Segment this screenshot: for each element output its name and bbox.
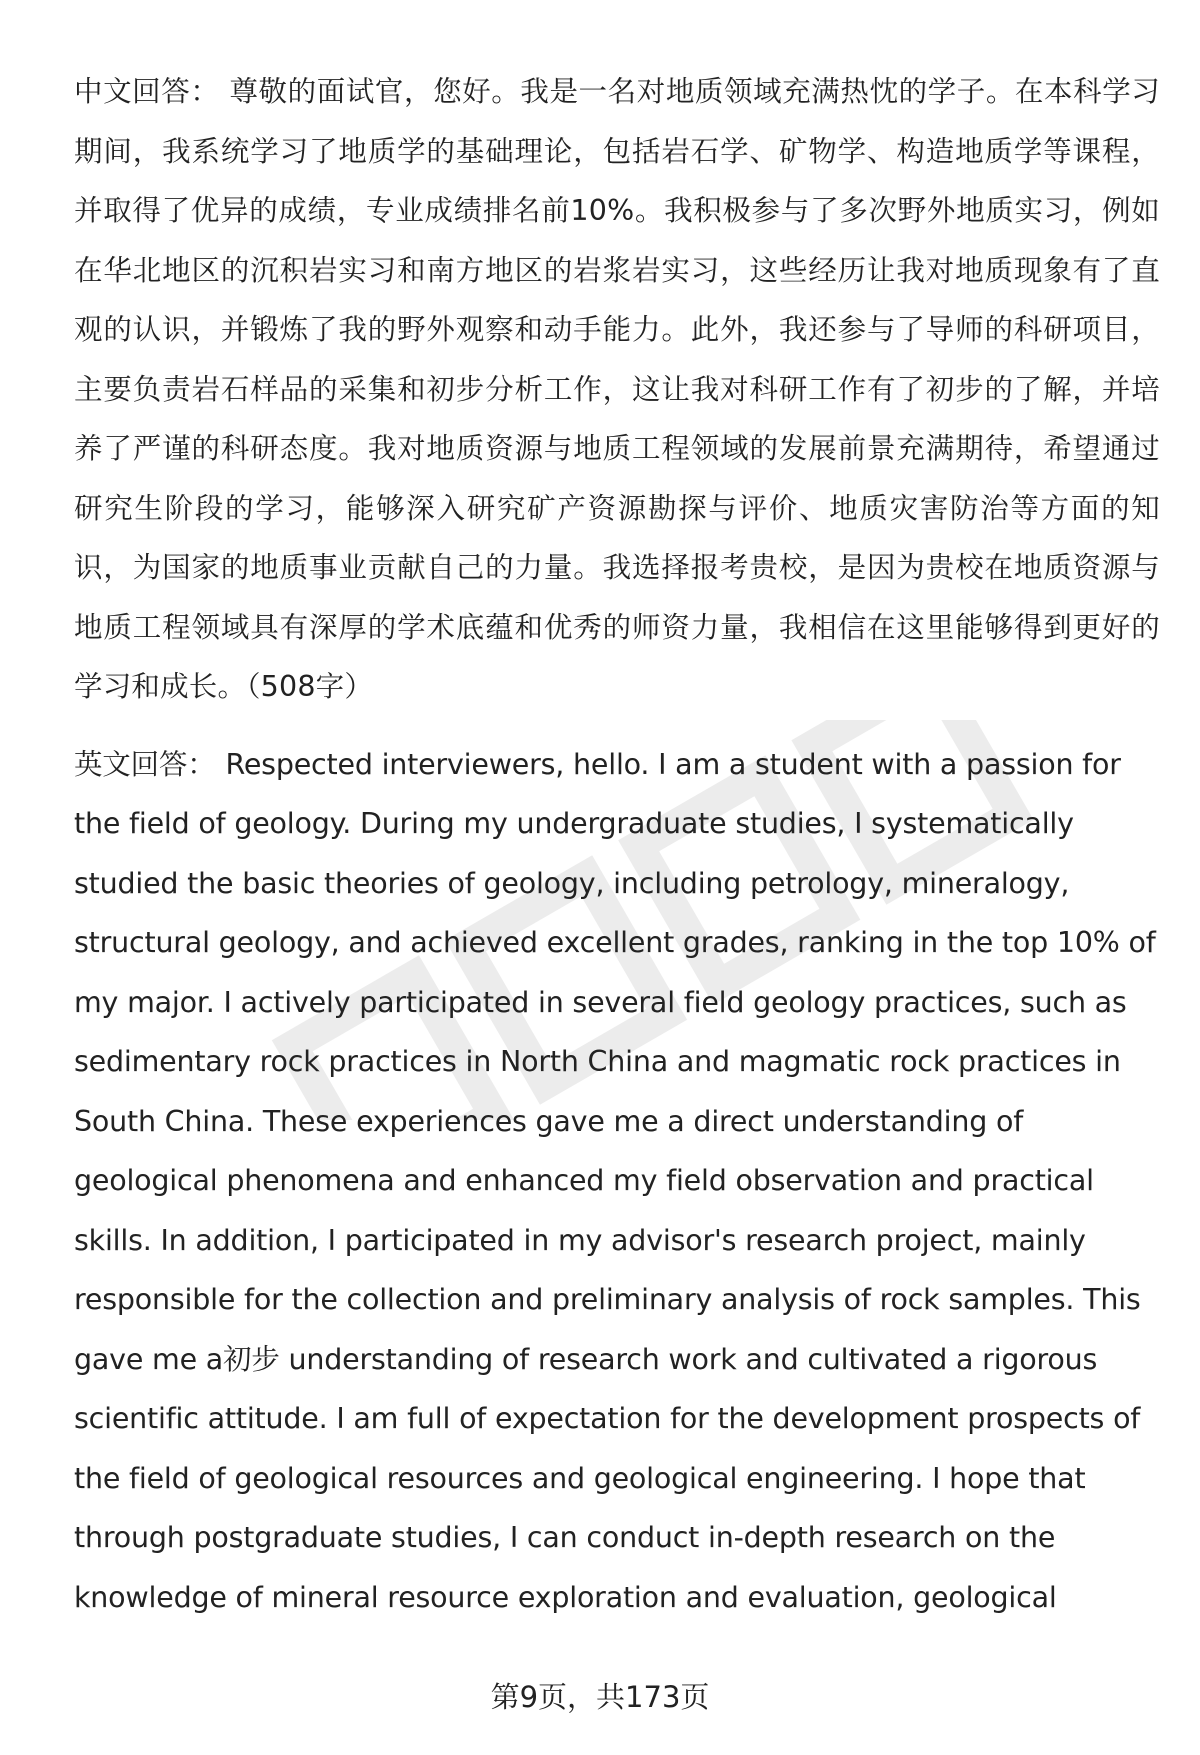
document-page (74, 62, 1160, 1627)
english-answer-label: 英文回答： (74, 747, 216, 781)
page-number-footer: 第9页，共173页 (490, 1680, 710, 1714)
chinese-answer-label: 中文回答： (74, 75, 220, 108)
english-answer-paragraph (74, 735, 1160, 1628)
english-answer-text: Respected interviewers, hello. I am a student with a passion for the field of geology. During my undergraduate studies, I systematically studied the basic theories of geology, including petrology, mineralogy, structural geology, and achieved excellent grades, ranking in the top 10% of my major. I actively participated in several field geology practices, such as sedimentary rock practices in North China and magmatic rock practices in South China. These experiences gave me a direct understanding of geological phenomena and enhanced my field observation and practical skills. In addition, I participated in my advisor's research project, mainly responsible for the collection and preliminary analysis of rock samples. This gave me a初步 understanding of research work and cultivated a rigorous scientific attitude. I am full of expectation for the development prospects of the field of geological resources and geological engineering. I hope that through postgraduate studies, I can conduct in-depth research on the knowledge of mineral resource exploration and evaluation, geological (74, 747, 1156, 1614)
chinese-answer-paragraph (74, 62, 1160, 717)
chinese-answer-text: 尊敬的面试官，您好。我是一名对地质领域充满热忱的学子。在本科学习期间，我系统学习了地质学的基础理论，包括岩石学、矿物学、构造地质学等课程，并取得了优异的成绩，专业成绩排名前10%。我积极参与了多次野外地质实习，例如在华北地区的沉积岩实习和南方地区的岩浆岩实习，这些经历让我对地质现象有了直观的认识，并锻炼了我的野外观察和动手能力。此外，我还参与了导师的科研项目，主要负责岩石样品的采集和初步分析工作，这让我对科研工作有了初步的了解，并培养了严谨的科研态度。我对地质资源与地质工程领域的发展前景充满期待，希望通过研究生阶段的学习，能够深入研究矿产资源勘探与评价、地质灾害防治等方面的知识，为国家的地质事业贡献自己的力量。我选择报考贵校，是因为贵校在地质资源与地质工程领域具有深厚的学术底蕴和优秀的师资力量，我相信在这里能够得到更好的学习和成长。（508字） (74, 75, 1160, 703)
